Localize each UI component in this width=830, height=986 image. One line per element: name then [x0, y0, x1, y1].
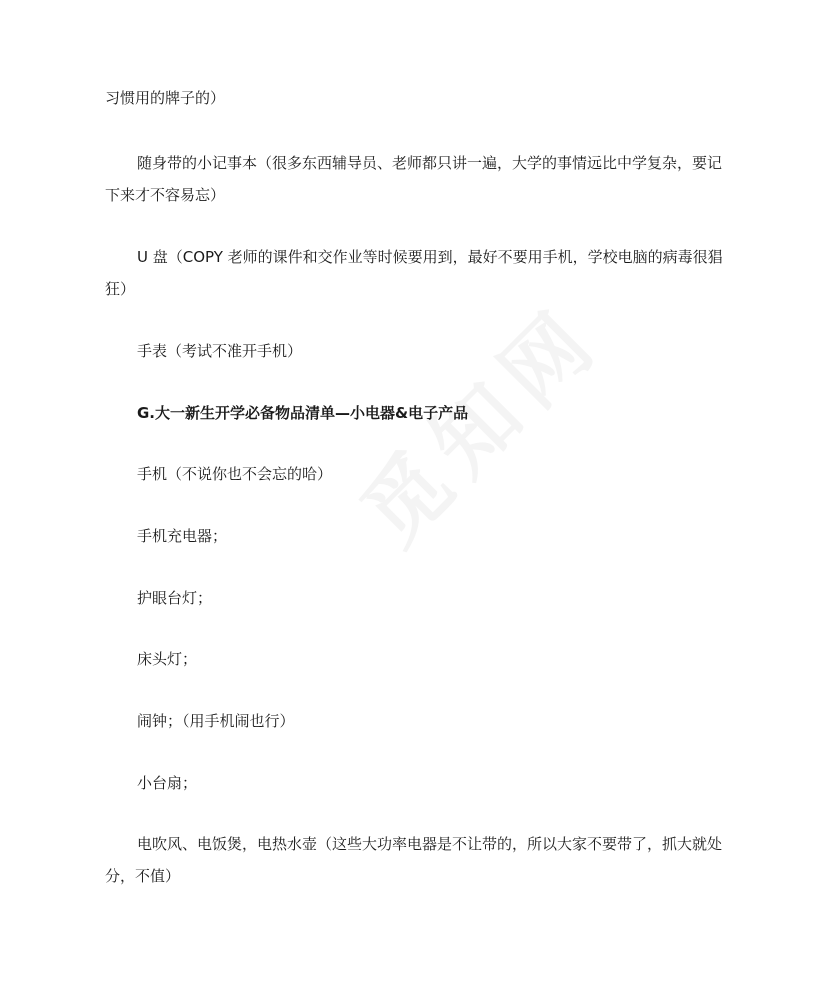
- paragraph-8: 护眼台灯；: [137, 589, 213, 607]
- paragraph-10: 闹钟；（用手机闹也行）: [137, 712, 295, 730]
- paragraph-11: 小台扇；: [137, 774, 198, 792]
- section-heading: G.大一新生开学必备物品清单—小电器&电子产品: [137, 404, 469, 422]
- paragraph-2: 随身带的小记事本（很多东西辅导员、老师都只讲一遍，大学的事情远比中学复杂，要记下来才不容易忘）: [105, 154, 723, 204]
- paragraph-12: 电吹风、电饭煲，电热水壶（这些大功率电器是不让带的，所以大家不要带了，抓大就处分，不值）: [105, 835, 723, 885]
- paragraph-4: 手表（考试不准开手机）: [137, 342, 303, 360]
- paragraph-1: 习惯用的牌子的）: [105, 89, 226, 107]
- paragraph-9: 床头灯；: [137, 650, 198, 668]
- paragraph-3: U 盘（COPY 老师的课件和交作业等时候要用到，最好不要用手机，学校电脑的病毒很猖狂）: [105, 248, 723, 298]
- paragraph-7: 手机充电器；: [137, 527, 228, 545]
- paragraph-6: 手机（不说你也不会忘的哈）: [137, 465, 333, 483]
